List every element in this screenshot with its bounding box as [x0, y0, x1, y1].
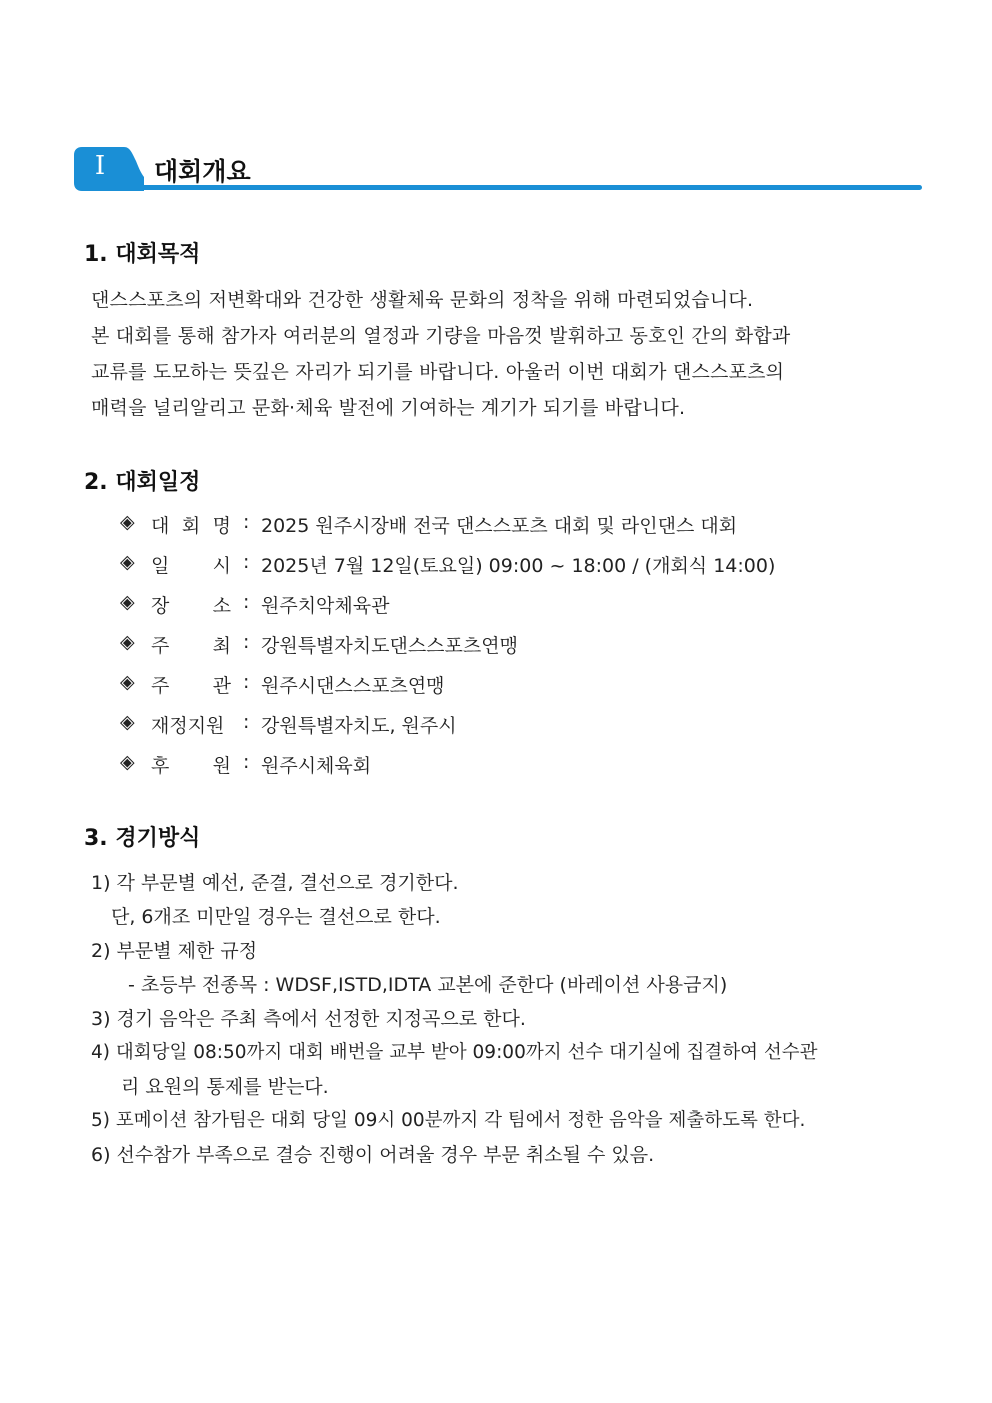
- schedule-value: 2025년 7월 12일(토요일) 09:00 ~ 18:00 / (개회식 14:00): [261, 555, 776, 577]
- diamond-bullet-icon: ◈: [120, 631, 135, 653]
- schedule-value: 원주시댄스스포츠연맹: [261, 675, 445, 697]
- section-title: 3. 경기방식: [84, 826, 201, 851]
- chapter-title: 대회개요: [154, 157, 251, 186]
- diamond-bullet-icon: ◈: [120, 511, 135, 533]
- schedule-label: 주 관: [151, 675, 231, 697]
- section-title: 1. 대회목적: [84, 242, 201, 267]
- purpose-line: 댄스스포츠의 저변확대와 건강한 생활체육 문화의 정착을 위해 마련되었습니다.: [91, 289, 754, 311]
- schedule-value: 원주치악체육관: [261, 595, 390, 617]
- schedule-colon: :: [243, 671, 250, 693]
- section-title: 2. 대회일정: [84, 470, 201, 495]
- purpose-line: 매력을 널리알리고 문화·체육 발전에 기여하는 계기가 되기를 바랍니다.: [91, 397, 686, 419]
- rule-subitem: 리 요원의 통제를 받는다.: [121, 1076, 329, 1098]
- rule-item: 6) 선수참가 부족으로 결승 진행이 어려울 경우 부문 취소될 수 있음.: [91, 1144, 655, 1166]
- schedule-label: 주 최: [151, 635, 231, 657]
- chapter-number: I: [94, 151, 106, 181]
- schedule-value: 원주시체육회: [261, 755, 372, 777]
- schedule-label: 장 소: [151, 595, 231, 617]
- diamond-bullet-icon: ◈: [120, 551, 135, 573]
- rule-item: 5) 포메이션 참가팀은 대회 당일 09시 00분까지 각 팀에서 정한 음악을 제출하도록 한다.: [91, 1110, 806, 1131]
- schedule-colon: :: [243, 751, 250, 773]
- diamond-bullet-icon: ◈: [120, 711, 135, 733]
- schedule-colon: :: [243, 631, 250, 653]
- chapter-header: [74, 147, 922, 193]
- purpose-line: 본 대회를 통해 참가자 여러분의 열정과 기량을 마음껏 발휘하고 동호인 간의 화합과: [91, 325, 791, 347]
- rule-subitem: - 초등부 전종목 : WDSF,ISTD,IDTA 교본에 준한다 (바레이션 사용금지): [128, 974, 728, 996]
- schedule-colon: :: [243, 591, 250, 613]
- schedule-colon: :: [243, 711, 250, 733]
- rule-item: 4) 대회당일 08:50까지 대회 배번을 교부 받아 09:00까지 선수 대기실에 집결하여 선수관: [91, 1042, 818, 1063]
- schedule-colon: :: [243, 551, 250, 573]
- schedule-label: 대 회 명: [151, 515, 231, 537]
- rule-subitem: 단, 6개조 미만일 경우는 결선으로 한다.: [111, 906, 441, 928]
- diamond-bullet-icon: ◈: [120, 591, 135, 613]
- schedule-value: 2025 원주시장배 전국 댄스스포츠 대회 및 라인댄스 대회: [261, 515, 738, 537]
- schedule-label: 재정지원: [151, 715, 225, 737]
- schedule-value: 강원특별자치도, 원주시: [261, 715, 457, 737]
- schedule-label: 후 원: [151, 755, 231, 777]
- rule-item: 2) 부문별 제한 규정: [91, 940, 258, 962]
- purpose-line: 교류를 도모하는 뜻깊은 자리가 되기를 바랍니다. 아울러 이번 대회가 댄스스포츠의: [91, 361, 785, 383]
- diamond-bullet-icon: ◈: [120, 671, 135, 693]
- rule-item: 3) 경기 음악은 주최 측에서 선정한 지정곡으로 한다.: [91, 1008, 526, 1030]
- diamond-bullet-icon: ◈: [120, 751, 135, 773]
- schedule-colon: :: [243, 511, 250, 533]
- schedule-value: 강원특별자치도댄스스포츠연맹: [261, 635, 518, 657]
- schedule-label: 일 시: [151, 555, 231, 577]
- rule-item: 1) 각 부문별 예선, 준결, 결선으로 경기한다.: [91, 872, 459, 894]
